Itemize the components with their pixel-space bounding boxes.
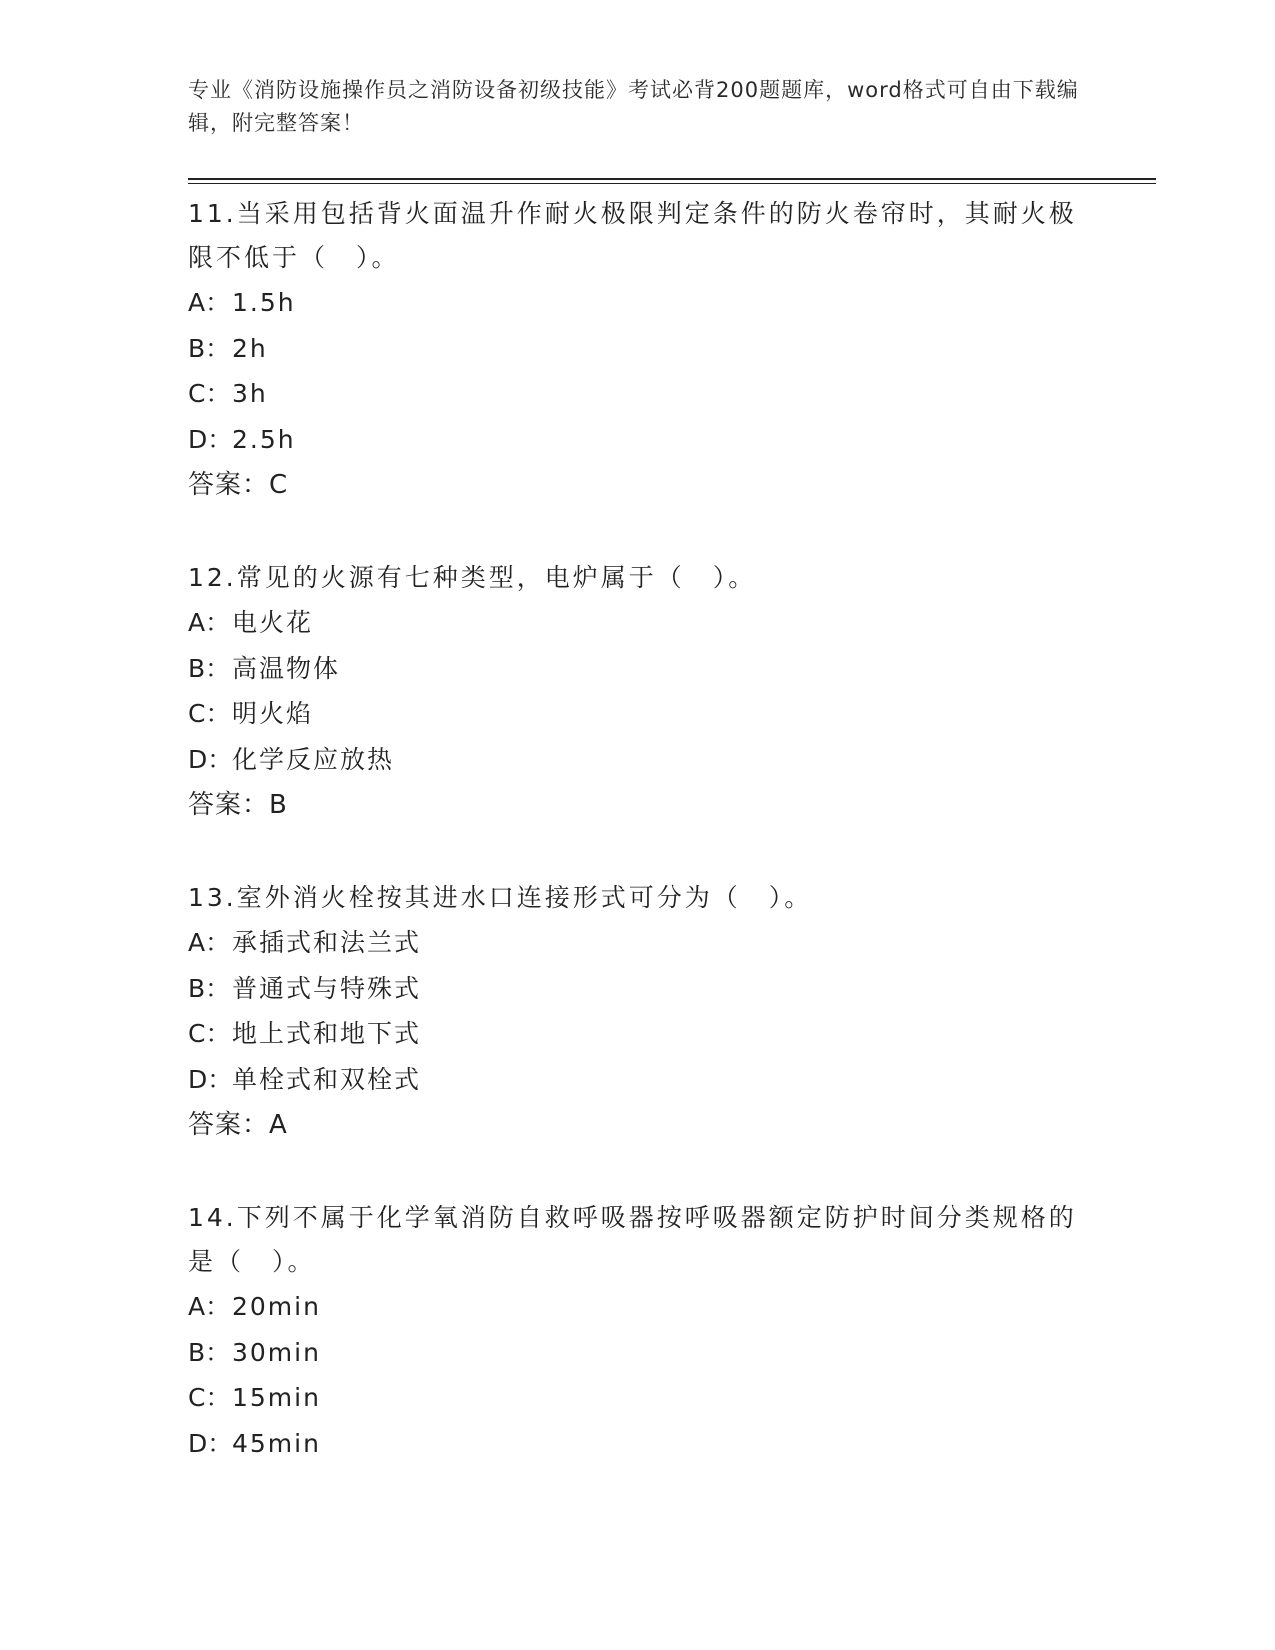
option-text: 电火花 xyxy=(232,608,314,637)
option-text: 3h xyxy=(232,379,268,408)
option-c xyxy=(188,691,1088,737)
option-key: B： xyxy=(188,973,231,1003)
header-divider-thick xyxy=(188,178,1156,180)
option-text: 地上式和地下式 xyxy=(232,1019,422,1048)
option-text: 明火焰 xyxy=(232,699,314,728)
option-text: 2.5h xyxy=(232,424,296,454)
document-header: 专业《消防设施操作员之消防设备初级技能》考试必背200题题库，word格式可自由下载编辑，附完整答案！ xyxy=(188,78,1079,135)
option-key: B： xyxy=(188,653,231,683)
option-c xyxy=(188,1375,1088,1421)
question-14 xyxy=(188,1194,1088,1466)
option-b xyxy=(188,326,1088,372)
option-key: D： xyxy=(188,744,233,774)
option-key: A： xyxy=(188,928,231,957)
question-12 xyxy=(188,554,1088,828)
option-a xyxy=(188,280,1088,326)
option-a xyxy=(188,920,1088,966)
option-text: 承插式和法兰式 xyxy=(232,928,422,957)
option-text: 45min xyxy=(232,1428,321,1458)
option-key: D： xyxy=(188,1064,233,1094)
option-key: C： xyxy=(188,1383,231,1412)
option-c xyxy=(188,1011,1088,1057)
option-key: A： xyxy=(188,1292,231,1321)
option-text: 普通式与特殊式 xyxy=(232,973,422,1003)
option-text: 1.5h xyxy=(232,288,296,317)
option-key: D： xyxy=(188,424,233,454)
option-key: C： xyxy=(188,699,231,728)
question-stem: 14.下列不属于化学氧消防自救呼吸器按呼吸器额定防护时间分类规格的是（ ）。 xyxy=(188,1203,1077,1276)
option-c xyxy=(188,371,1088,417)
option-a xyxy=(188,600,1088,646)
option-d xyxy=(188,737,1088,783)
option-text: 20min xyxy=(232,1292,321,1321)
option-text: 单栓式和双栓式 xyxy=(232,1064,422,1094)
question-stem: 11.当采用包括背火面温升作耐火极限判定条件的防火卷帘时，其耐火极限不低于（ ）。 xyxy=(188,199,1077,272)
option-text: 2h xyxy=(232,333,268,363)
option-text: 高温物体 xyxy=(232,653,341,683)
option-d xyxy=(188,1421,1088,1467)
answer-line: 答案：C xyxy=(188,470,289,500)
option-text: 化学反应放热 xyxy=(232,744,395,774)
option-key: C： xyxy=(188,379,231,408)
option-b xyxy=(188,966,1088,1012)
question-stem: 13.室外消火栓按其进水口连接形式可分为（ ）。 xyxy=(188,883,813,912)
option-text: 30min xyxy=(232,1337,321,1367)
option-key: B： xyxy=(188,1337,231,1367)
option-key: A： xyxy=(188,288,231,317)
option-b xyxy=(188,646,1088,692)
option-d xyxy=(188,1057,1088,1103)
question-11 xyxy=(188,190,1088,508)
option-d xyxy=(188,417,1088,463)
option-a xyxy=(188,1284,1088,1330)
question-stem: 12.常见的火源有七种类型，电炉属于（ ）。 xyxy=(188,563,757,592)
option-key: B： xyxy=(188,333,231,363)
option-key: D： xyxy=(188,1428,233,1458)
question-13 xyxy=(188,874,1088,1148)
option-key: C： xyxy=(188,1019,231,1048)
option-key: A： xyxy=(188,608,231,637)
header-divider-thin xyxy=(188,183,1156,184)
option-text: 15min xyxy=(232,1383,321,1412)
question-list xyxy=(188,190,1088,1512)
answer-line: 答案：A xyxy=(188,1110,288,1140)
answer-line: 答案：B xyxy=(188,790,288,820)
option-b xyxy=(188,1330,1088,1376)
